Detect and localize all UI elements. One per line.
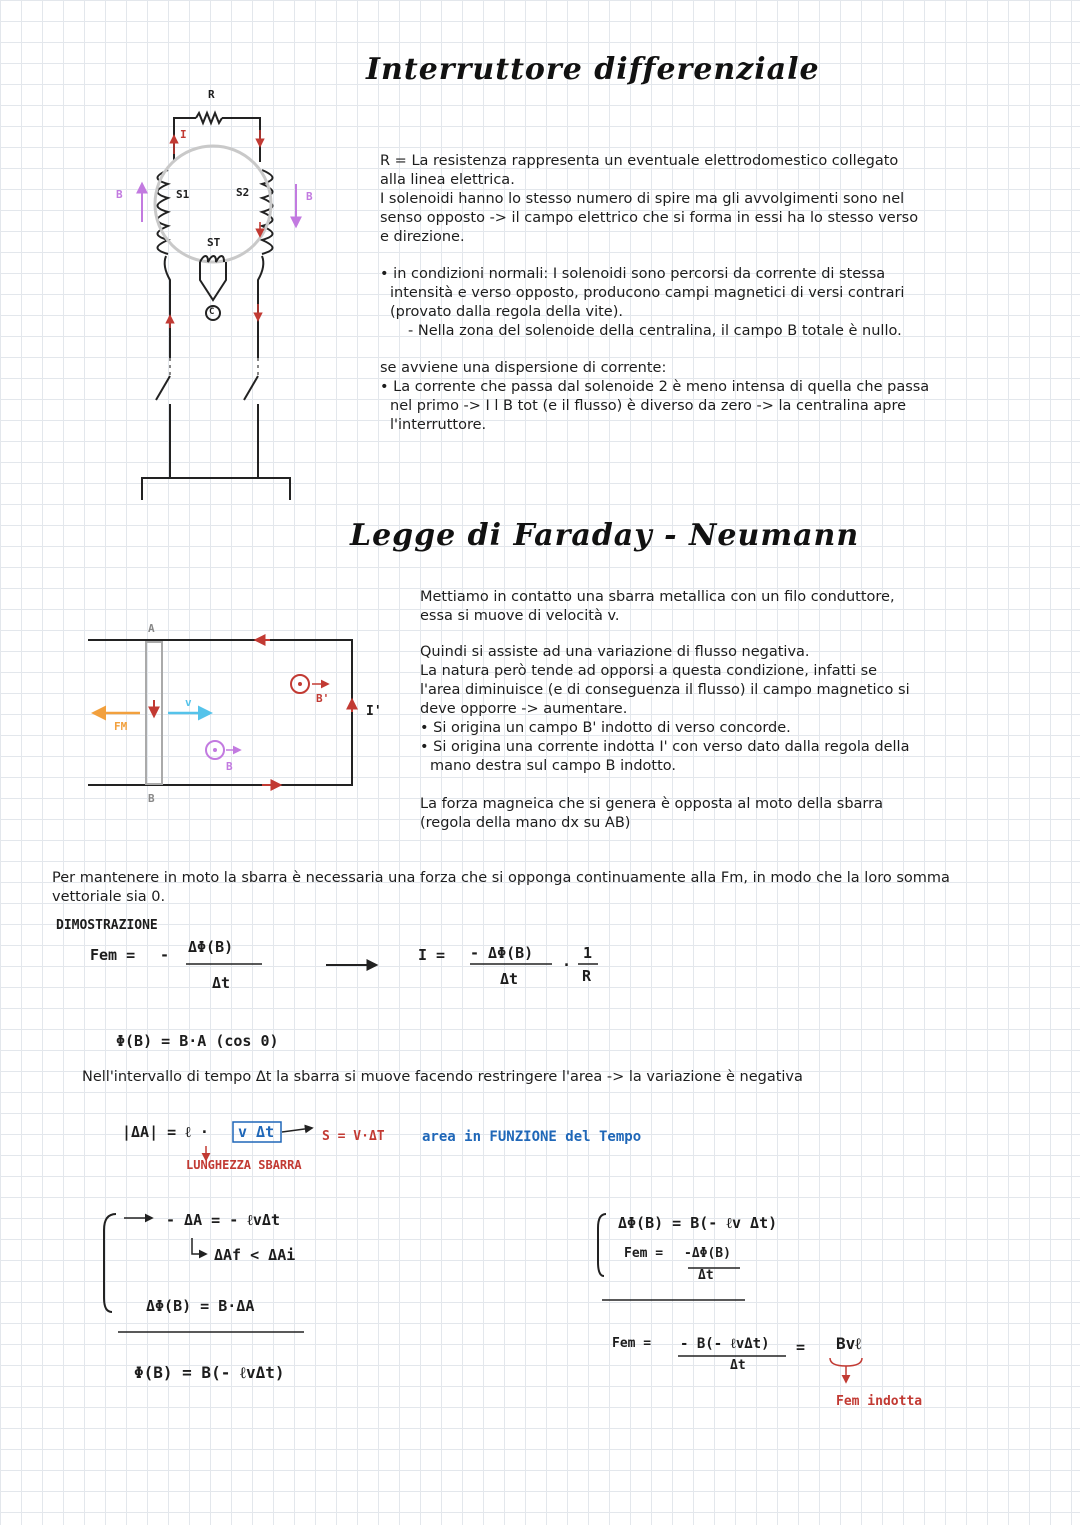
point-b-label: B bbox=[148, 792, 155, 805]
text-line: vettoriale sia 0. bbox=[52, 889, 166, 905]
interval-text: Nell'intervallo di tempo Δt la sbarra si muove facendo restringere l'area -> la variazione è negativa bbox=[82, 1069, 803, 1085]
text-line: e direzione. bbox=[380, 229, 465, 245]
flux-definition: Φ(B) = B·A (cos 0) bbox=[116, 1032, 279, 1050]
field-left-label: B bbox=[116, 188, 123, 201]
current-numerator: - ΔΦ(B) bbox=[470, 944, 534, 962]
text-line: • La corrente che passa dal solenoide 2 è meno intensa di quella che passa bbox=[380, 379, 930, 395]
section2-para1 bbox=[420, 588, 1020, 626]
text-line: (provato dalla regola della vite). bbox=[390, 304, 623, 320]
result-label: Fem indotta bbox=[836, 1394, 923, 1409]
result-equals: = bbox=[796, 1338, 806, 1356]
demo-heading: DIMOSTRAZIONE bbox=[56, 918, 158, 933]
solenoid1-label: S1 bbox=[176, 188, 190, 201]
magnetic-force-label: FM bbox=[114, 720, 128, 733]
text-line: (regola della mano dx su AB) bbox=[420, 815, 631, 831]
section1-para2 bbox=[380, 265, 1020, 341]
text-line: l'interruttore. bbox=[390, 417, 487, 433]
result-lhs: Fem = bbox=[612, 1336, 652, 1351]
text-line: - Nella zona del solenoide della centralina, il campo B totale è nullo. bbox=[408, 323, 902, 339]
differential-circuit bbox=[142, 113, 290, 500]
full-paragraph bbox=[52, 869, 1042, 907]
section2-para3 bbox=[420, 795, 1020, 833]
solenoid2-label: S2 bbox=[236, 186, 250, 199]
velocity-label: v bbox=[185, 696, 192, 709]
text-line: La natura però tende ad opporsi a questa condizione, infatti se bbox=[420, 663, 878, 679]
result-denominator: Δt bbox=[730, 1358, 746, 1373]
section2-title: Legge di Faraday - Neumann bbox=[350, 518, 860, 553]
text-line: R = La resistenza rappresenta un eventuale elettrodomestico collegato bbox=[380, 153, 899, 169]
current-denominator: Δt bbox=[500, 970, 519, 988]
system2-line1: ΔΦ(B) = B(- ℓv Δt) bbox=[618, 1214, 778, 1232]
v-delta-t: v Δt bbox=[238, 1123, 275, 1141]
text-line: mano destra sul campo B indotto. bbox=[430, 758, 676, 774]
resistor-label: R bbox=[208, 88, 215, 101]
text-line: • Si origina una corrente indotta I' con verso dato dalla regola della bbox=[420, 739, 910, 755]
fem-denominator: Δt bbox=[212, 974, 231, 992]
screw-label: C bbox=[209, 307, 215, 317]
text-line: senso opposto -> il campo elettrico che si forma in essi ha lo stesso verso bbox=[380, 210, 919, 226]
text-line: se avviene una dispersione di corrente: bbox=[380, 360, 667, 376]
text-line: La forza magneica che si genera è opposta al moto della sbarra bbox=[420, 796, 883, 812]
fem-lhs: Fem = bbox=[90, 946, 136, 964]
sensor-label: ST bbox=[207, 236, 221, 249]
field-right-label: B bbox=[306, 190, 313, 203]
text-line: nel primo -> I l B tot (e il flusso) è diverso da zero -> la centralina apre bbox=[390, 398, 907, 414]
result-value: Bvℓ bbox=[836, 1334, 862, 1353]
text-line: • Si origina un campo B' indotto di verso concorde. bbox=[420, 720, 791, 736]
text-line: Mettiamo in contatto una sbarra metallica con un filo conduttore, bbox=[420, 589, 895, 605]
text-line: deve opporre -> aumentare. bbox=[420, 701, 628, 717]
field-b-prime-label: B' bbox=[316, 692, 330, 705]
text-line: Per mantenere in moto la sbarra è necessaria una forza che si opponga continuamente alla Fm, in modo che la loro somma bbox=[52, 870, 950, 886]
bar-length-label: LUNGHEZZA SBARRA bbox=[186, 1158, 302, 1172]
induced-current-label: I' bbox=[366, 704, 382, 719]
section1-para3 bbox=[380, 359, 1020, 435]
system1-line2: ΔAf < ΔAi bbox=[214, 1246, 296, 1264]
system1-line3: ΔΦ(B) = B·ΔA bbox=[146, 1297, 255, 1315]
dot-operator: · bbox=[562, 956, 572, 974]
current-label: I bbox=[180, 128, 187, 141]
system2-numerator: -ΔΦ(B) bbox=[684, 1246, 731, 1261]
current-numerator-2: 1 bbox=[583, 944, 593, 962]
text-line: essa si muove di velocità v. bbox=[420, 608, 620, 624]
current-lhs: I = bbox=[418, 946, 446, 964]
section1-para1 bbox=[380, 152, 1000, 247]
text-line: intensità e verso opposto, producono campi magnetici di versi contrari bbox=[390, 285, 905, 301]
field-b-label: B bbox=[226, 760, 233, 773]
delta-area: |ΔA| = ℓ · bbox=[122, 1123, 209, 1141]
system2-denominator: Δt bbox=[698, 1268, 714, 1283]
point-a-label: A bbox=[148, 622, 155, 635]
result-numerator: - B(- ℓvΔt) bbox=[680, 1336, 770, 1352]
text-line: Quindi si assiste ad una variazione di flusso negativa. bbox=[420, 644, 810, 660]
text-line: l'area diminuisce (e di conseguenza il flusso) il campo magnetico si bbox=[420, 682, 910, 698]
text-line: • in condizioni normali: I solenoidi sono percorsi da corrente di stessa bbox=[380, 266, 886, 282]
area-function: area in FUNZIONE del Tempo bbox=[422, 1129, 642, 1145]
current-denominator-2: R bbox=[582, 967, 592, 985]
system2-line2: Fem = bbox=[624, 1246, 664, 1261]
fem-numerator: ΔΦ(B) bbox=[188, 938, 234, 956]
system1-line1: - ΔA = - ℓvΔt bbox=[166, 1211, 280, 1229]
text-line: I solenoidi hanno lo stesso numero di spire ma gli avvolgimenti sono nel bbox=[380, 191, 905, 207]
space-equation: S = V·ΔT bbox=[322, 1129, 385, 1144]
system1-result: Φ(B) = B(- ℓvΔt) bbox=[134, 1363, 285, 1382]
page-title: Interruttore differenziale bbox=[366, 52, 820, 87]
fem-minus: - bbox=[160, 946, 170, 964]
text-line: alla linea elettrica. bbox=[380, 172, 515, 188]
section2-para2 bbox=[420, 643, 1020, 776]
